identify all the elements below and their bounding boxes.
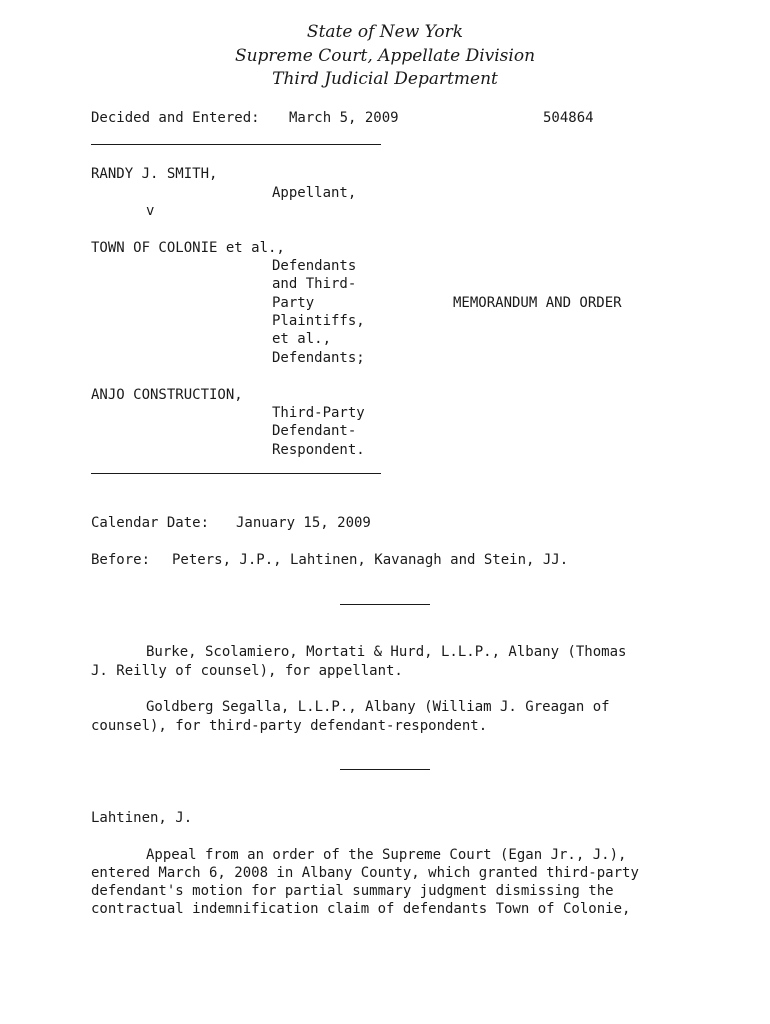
section-divider xyxy=(340,769,430,770)
opinion-line: entered March 6, 2008 in Albany County, which granted third-party xyxy=(91,865,639,881)
counsel-line: counsel), for third-party defendant-respondent. xyxy=(91,718,488,734)
opinion-line: contractual indemnification claim of defendants Town of Colonie, xyxy=(91,901,631,917)
defendants-role-line: et al., xyxy=(272,331,332,347)
plaintiff-role: Appellant, xyxy=(272,185,357,201)
third-party-role-line: Defendant- xyxy=(272,423,357,439)
caption-top-rule xyxy=(91,144,381,145)
decided-label: Decided and Entered: xyxy=(91,110,260,126)
plaintiff-name: RANDY J. SMITH, xyxy=(91,166,218,182)
versus: v xyxy=(146,203,155,219)
opinion-line: Appeal from an order of the Supreme Court (Egan Jr., J.), xyxy=(146,847,627,863)
counsel-line: Burke, Scolamiero, Mortati & Hurd, L.L.P., Albany (Thomas xyxy=(146,644,627,660)
calendar-date: January 15, 2009 xyxy=(236,515,371,531)
caption-bottom-rule xyxy=(91,473,381,474)
defendants-name: TOWN OF COLONIE et al., xyxy=(91,240,285,256)
before-label: Before: xyxy=(91,552,151,568)
docket-number: 504864 xyxy=(543,110,594,126)
defendants-role-line: Defendants; xyxy=(272,350,365,366)
opinion-author: Lahtinen, J. xyxy=(91,810,193,826)
document-type: MEMORANDUM AND ORDER xyxy=(453,295,622,311)
defendants-role-line: and Third- xyxy=(272,276,357,292)
decided-date: March 5, 2009 xyxy=(289,110,399,126)
defendants-role-line: Defendants xyxy=(272,258,357,274)
court-name: Supreme Court, Appellate Division xyxy=(234,46,536,66)
counsel-line: Goldberg Segalla, L.L.P., Albany (William J. Greagan of xyxy=(146,699,610,715)
court-department: Third Judicial Department xyxy=(272,69,498,89)
panel-judges: Peters, J.P., Lahtinen, Kavanagh and Stein, JJ. xyxy=(172,552,569,568)
section-divider xyxy=(340,604,430,605)
opinion-line: defendant's motion for partial summary judgment dismissing the xyxy=(91,883,614,899)
calendar-label: Calendar Date: xyxy=(91,515,210,531)
defendants-role-line: Party xyxy=(272,295,315,311)
third-party-name: ANJO CONSTRUCTION, xyxy=(91,387,243,403)
third-party-role-line: Third-Party xyxy=(272,405,365,421)
counsel-line: J. Reilly of counsel), for appellant. xyxy=(91,663,403,679)
third-party-role-line: Respondent. xyxy=(272,442,365,458)
defendants-role-line: Plaintiffs, xyxy=(272,313,365,329)
court-state: State of New York xyxy=(306,22,464,42)
